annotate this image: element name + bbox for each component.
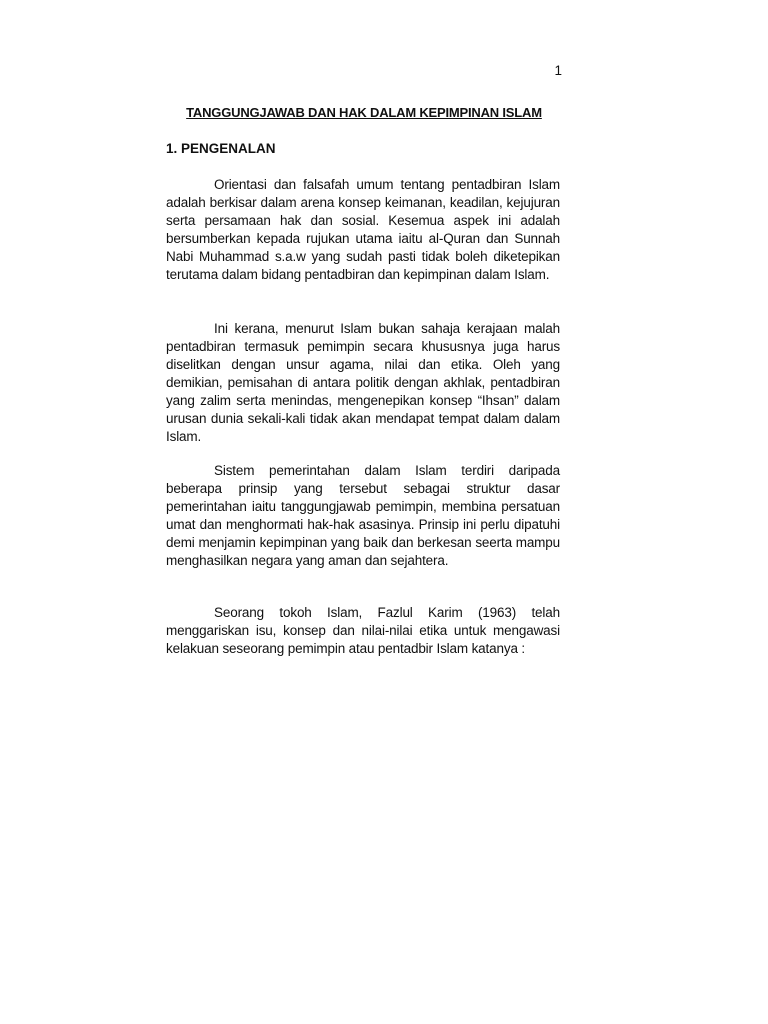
paragraph-1: Orientasi dan falsafah umum tentang pentadbiran Islam adalah berkisar dalam arena konsep keimanan, keadilan, kejujuran serta persamaan hak dan sosial. Kesemua aspek ini adalah bersumberkan kepada rujukan utama iaitu al-Quran dan Sunnah Nabi Muhammad s.a.w yang sudah pasti tidak boleh diketepikan terutama dalam bidang pentadbiran dan kepimpinan dalam Islam. <box>166 177 560 282</box>
document-title: TANGGUNGJAWAB DAN HAK DALAM KEPIMPINAN ISLAM <box>186 105 542 120</box>
paragraph-3: Sistem pemerintahan dalam Islam terdiri daripada beberapa prinsip yang tersebut sebagai struktur dasar pemerintahan iaitu tanggungjawab pemimpin, membina persatuan umat dan menghormati hak-hak asasinya. Prinsip ini perlu dipatuhi demi menjamin kepimpinan yang baik dan berkesan seerta mampu menghasilkan negara yang aman dan sejahtera. <box>166 463 560 568</box>
paragraph-2: Ini kerana, menurut Islam bukan sahaja kerajaan malah pentadbiran termasuk pemimpin secara khususnya juga harus diselitkan dengan unsur agama, nilai dan etika. Oleh yang demikian, pemisahan di antara politik dengan akhlak, pentadbiran yang zalim serta menindas, mengenepikan konsep “Ihsan” dalam urusan dunia sekali-kali tidak akan mendapat tempat dalam dalam Islam. <box>166 321 560 444</box>
section-heading: 1. PENGENALAN <box>166 141 276 156</box>
page-number: 1 <box>554 63 562 78</box>
paragraph-4: Seorang tokoh Islam, Fazlul Karim (1963) telah menggariskan isu, konsep dan nilai-nilai etika untuk mengawasi kelakuan seseorang pemimpin atau pentadbir Islam katanya : <box>166 605 560 656</box>
